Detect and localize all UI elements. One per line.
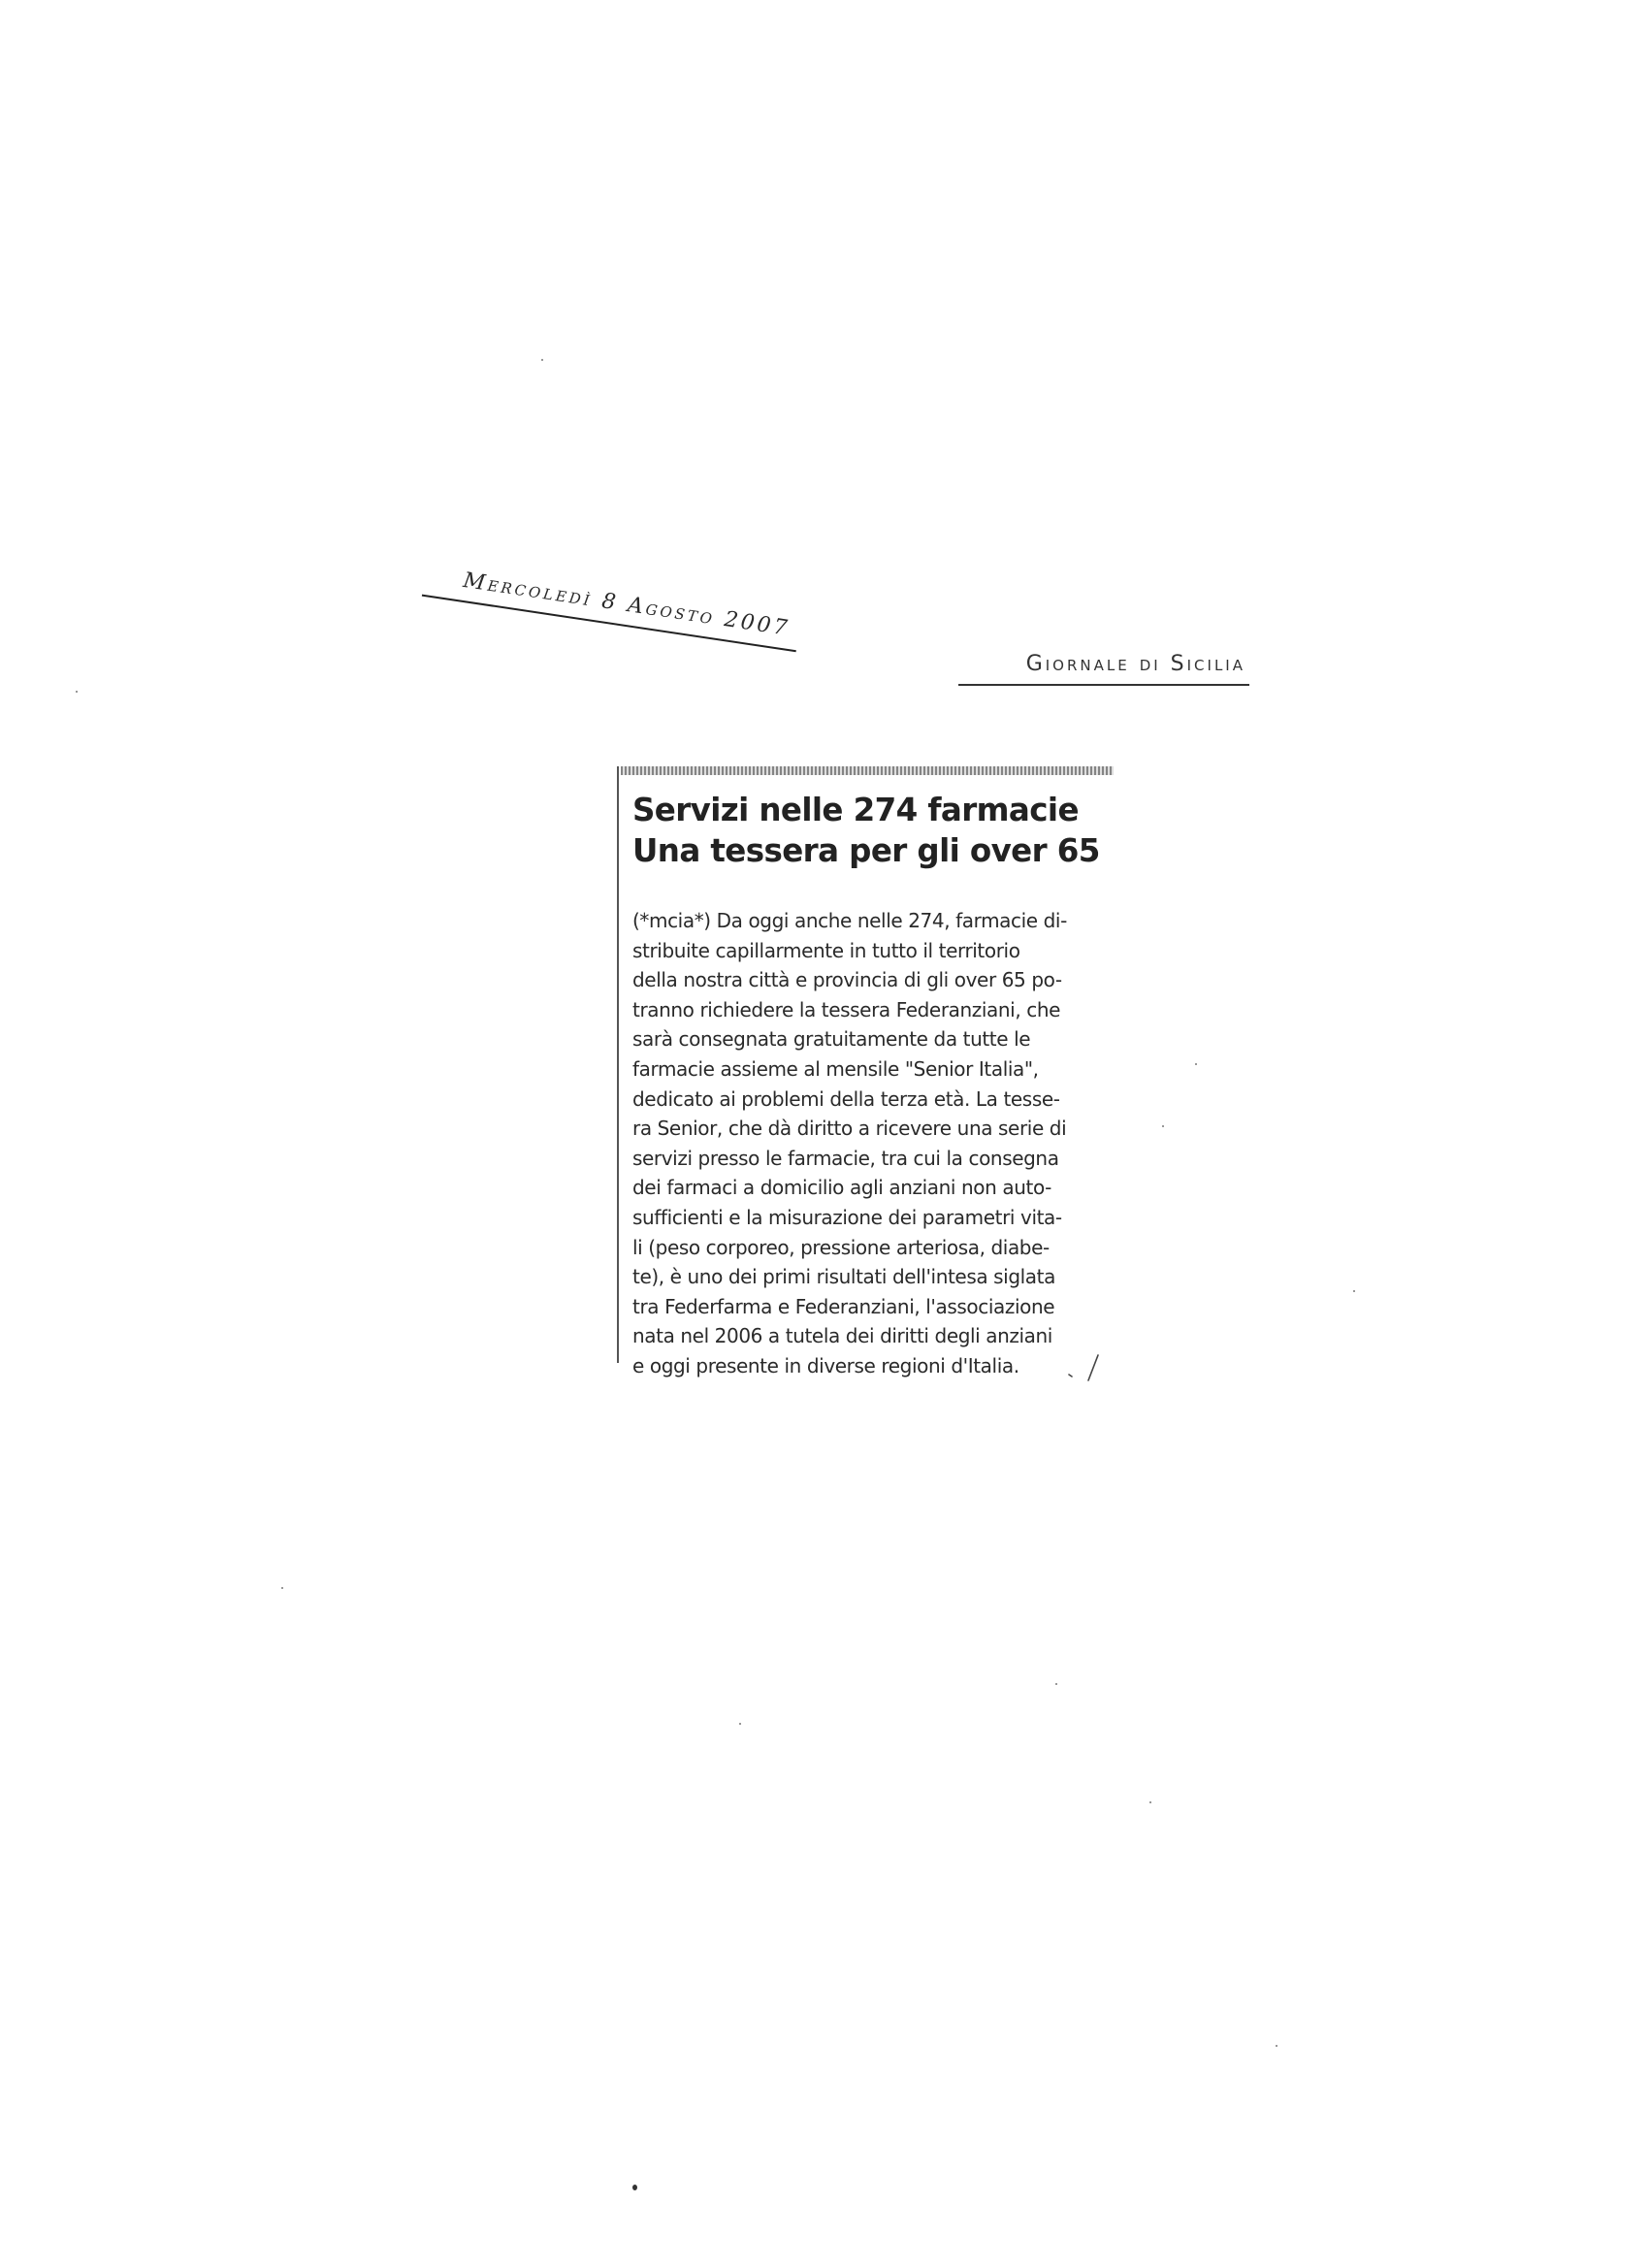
date-text: Mercoledì 8 Agosto 2007 [461,567,792,641]
body-line: te), è uno dei primi risultati dell'intesa siglata [632,1265,1055,1289]
body-line: ra Senior, che dà diritto a ricevere una serie di [632,1117,1067,1141]
scan-speck [1149,1801,1151,1803]
scan-speck [1353,1290,1355,1292]
body-line: tra Federfarma e Federanziani, l'associazione [632,1294,1055,1318]
headline-line: Servizi nelle 274 farmacie [632,792,1079,828]
body-line: (*mcia*) Da oggi anche nelle 274, farmacie di- [632,909,1067,932]
scan-speck [1162,1125,1164,1127]
body-line: sarà consegnata gratuitamente da tutte le [632,1027,1031,1052]
article-clipping [617,766,1116,1377]
scan-speck [76,691,78,693]
scan-speck [632,2185,637,2190]
article-headline [632,790,1113,871]
body-line: farmacie assieme al mensile "Senior Italia", [632,1056,1039,1081]
scan-speck [739,1723,741,1725]
masthead-underline [958,684,1249,686]
body-line: dedicato ai problemi della terza età. La tesse- [632,1086,1060,1111]
checkmark-icon [1065,1353,1104,1382]
headline-line: Una tessera per gli over 65 [632,832,1100,869]
scan-speck [1055,1683,1057,1685]
newspaper-masthead [958,652,1249,686]
scan-speck [281,1587,283,1589]
body-line: dei farmaci a domicilio agli anziani non auto- [632,1176,1051,1200]
body-line: nata nel 2006 a tutela dei diritti degli anziani [632,1324,1052,1348]
body-line: della nostra città e provincia di gli over 65 po- [632,968,1062,992]
body-line: sufficienti e la misurazione dei parametri vita- [632,1205,1062,1229]
scan-speck [1276,2045,1277,2047]
masthead-text: Giornale di Sicilia [1025,652,1245,676]
body-line: tranno richiedere la tessera Federanziani, che [632,997,1061,1021]
body-line: li (peso corporeo, pressione arteriosa, diabe- [632,1235,1050,1259]
article-left-rule [617,766,619,1363]
scan-speck [541,359,543,361]
scan-speck [1195,1063,1197,1065]
body-line: e oggi presente in diverse regioni d'Italia. [632,1353,1019,1377]
article-body [632,906,1116,1381]
body-line: stribuite capillarmente in tutto il territorio [632,938,1020,962]
body-line: servizi presso le farmacie, tra cui la consegna [632,1146,1059,1170]
date-stamp [422,563,801,652]
article-top-rule [621,766,1114,775]
